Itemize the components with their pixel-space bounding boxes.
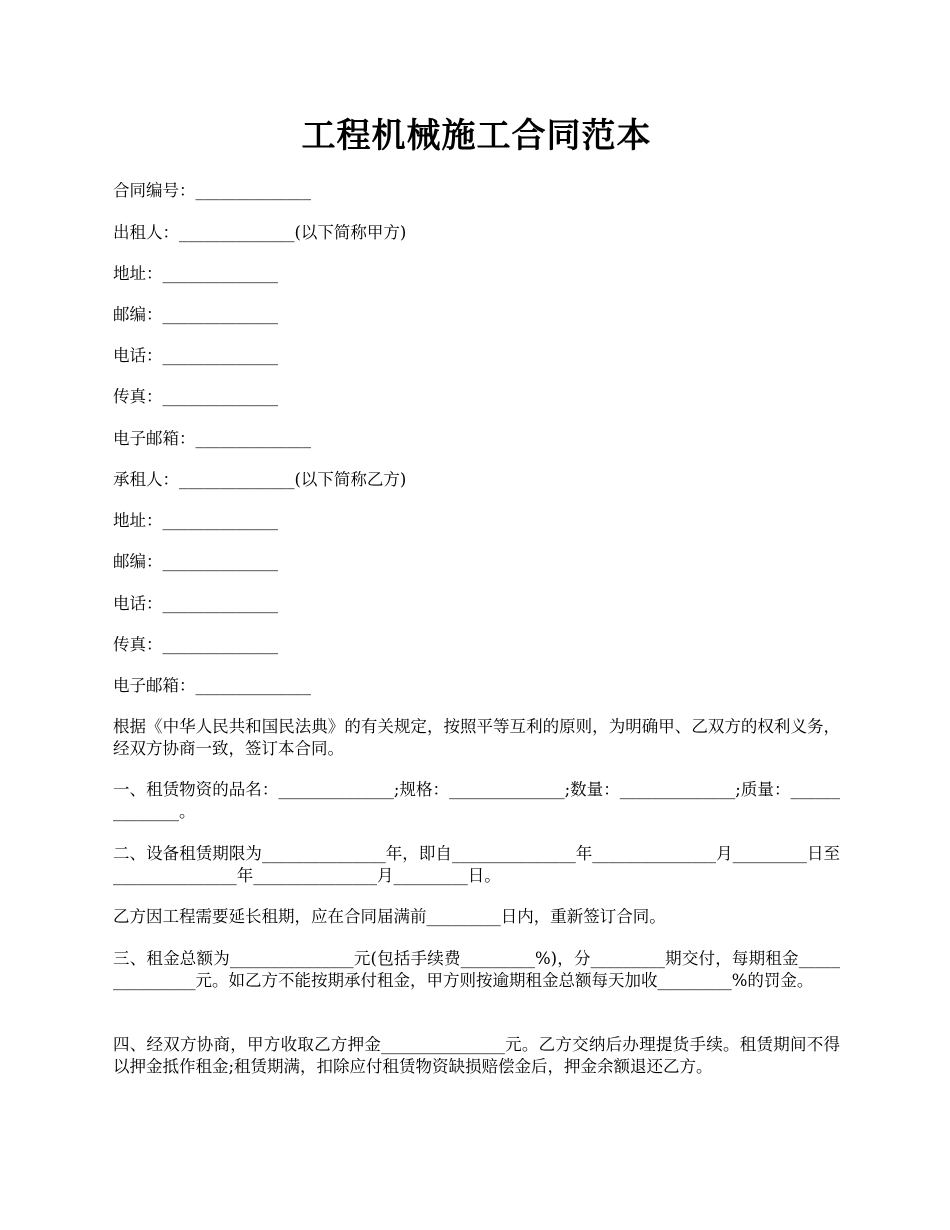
lessee-fax-line: 传真：______________ — [113, 635, 278, 654]
lessor-fax-line: 传真：______________ — [113, 387, 278, 406]
lessee-address-line: 地址：______________ — [113, 511, 278, 530]
clause-1-paragraph: 一、租赁物资的品名：______________;规格：______________;数量：______________;质量：______________。 — [113, 780, 840, 821]
lessor-postcode-line: 邮编：______________ — [113, 305, 278, 324]
lessor-phone-line: 电话：______________ — [113, 346, 278, 365]
extension-paragraph: 乙方因工程需要延长租期，应在合同届满前_________日内，重新签订合同。 — [113, 907, 666, 926]
lessor-line: 出租人：______________(以下简称甲方) — [113, 223, 407, 242]
preamble-paragraph: 根据《中华人民共和国民法典》的有关规定，按照平等互利的原则，为明确甲、乙双方的权利义务，经双方协商一致，签订本合同。 — [113, 717, 840, 758]
clause-4-paragraph: 四、经双方协商，甲方收取乙方押金_______________元。乙方交纳后办理提货手续。租赁期间不得以押金抵作租金;租赁期满，扣除应付租赁物资缺损赔偿金后，押金余额退还乙方。 — [113, 1035, 840, 1076]
lessor-address-line: 地址：______________ — [113, 264, 278, 283]
lessee-phone-line: 电话：______________ — [113, 594, 278, 613]
lessee-postcode-line: 邮编：______________ — [113, 552, 278, 571]
document-title: 工程机械施工合同范本 — [301, 116, 652, 156]
clause-3-paragraph: 三、租金总额为_______________元(包括手续费_________%)，分_________期交付，每期租金_______________元。如乙方不能按期承付租金，甲方则按逾期租金总额每天加收_________%的罚金。 — [113, 949, 840, 990]
contract-number-line: 合同编号：______________ — [113, 181, 311, 200]
lessee-line: 承租人：______________(以下简称乙方) — [113, 470, 407, 489]
clause-2-paragraph: 二、设备租赁期限为_______________年，即自_______________年_______________月_________日至_______________年_______________月_________日。 — [113, 844, 840, 885]
lessee-email-line: 电子邮箱：______________ — [113, 676, 311, 695]
lessor-email-line: 电子邮箱：______________ — [113, 429, 311, 448]
